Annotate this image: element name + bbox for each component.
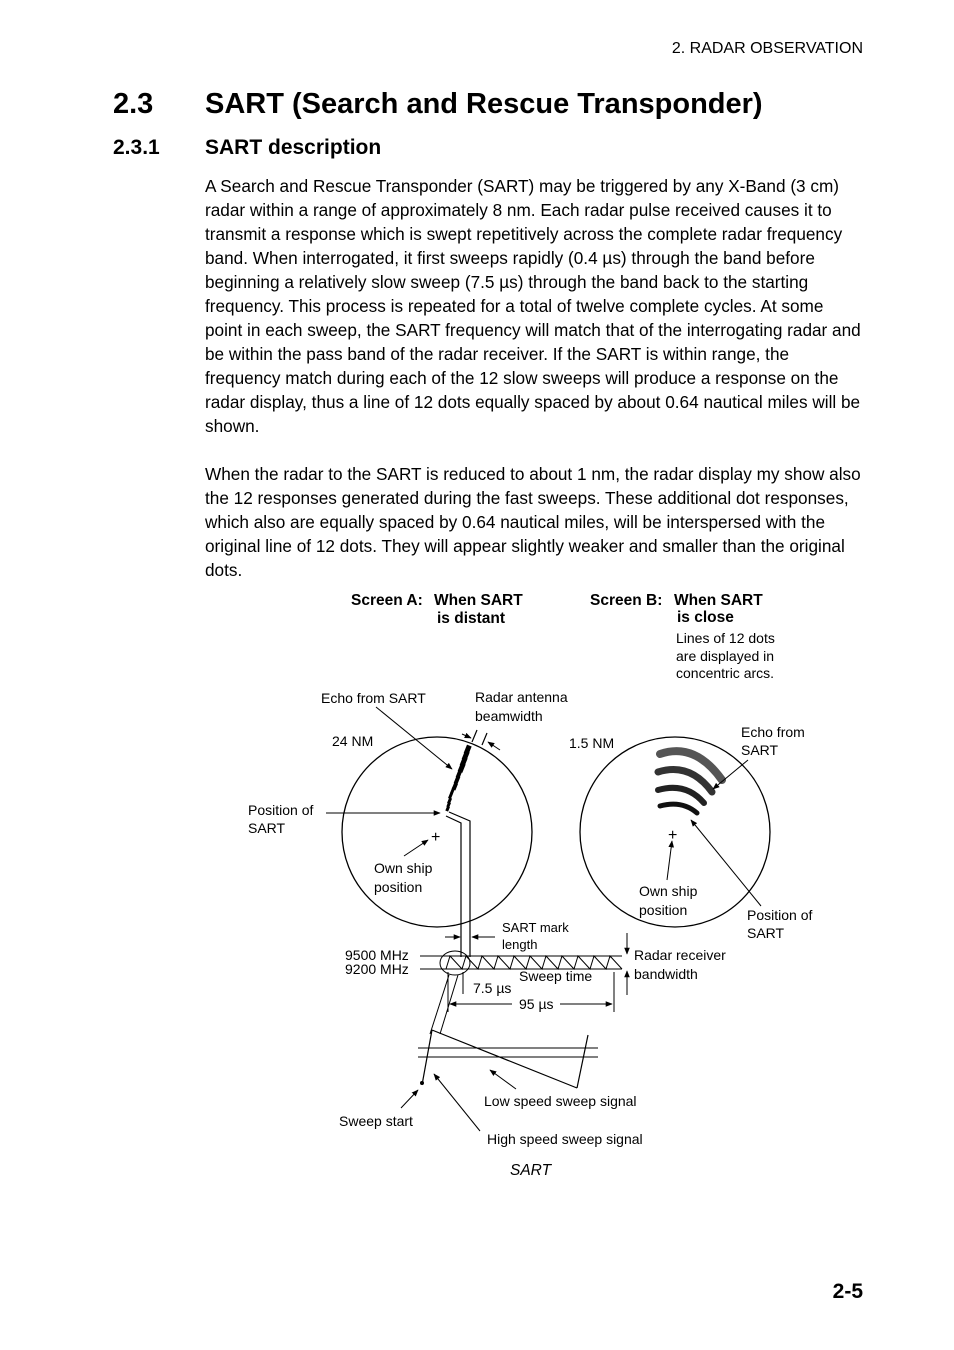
label-line: position: [639, 902, 688, 918]
screen-b-line1: When SART: [674, 592, 763, 609]
freq-low-label: 9200 MHz: [345, 961, 409, 977]
return-sweep: [577, 1035, 588, 1088]
label-line: SART mark: [502, 920, 569, 935]
label-line: Own ship: [639, 883, 698, 899]
slow-sweep-time-label: 7.5 µs: [473, 980, 512, 996]
label-line: Position of: [747, 907, 813, 923]
screen-a-range: 24 NM: [332, 733, 374, 749]
section-number: 2.3: [113, 88, 154, 120]
label-line: position: [374, 879, 423, 895]
paragraph-2: When the radar to the SART is reduced to about 1 nm, the radar display my show also the 12 responses generated during the fast sweeps. These additional dot responses, which also are equally spaced by 0.64 nautical miles, will be interspersed with the original line of 12 dots. They will appear slightly weaker and smaller than the original dots.: [205, 464, 861, 580]
sweep-time-label: Sweep time: [519, 968, 593, 984]
mark-line: [449, 812, 470, 957]
label-line: SART: [248, 820, 286, 836]
match-circle: [440, 951, 470, 975]
label-line: Radar antenna: [475, 689, 568, 705]
screen-b-heading: [590, 592, 763, 626]
high-speed-arrow: [434, 1074, 480, 1131]
total-time-label: 95 µs: [519, 996, 554, 1012]
mark-line: [446, 816, 461, 957]
page-number: 2-5: [832, 1280, 863, 1303]
screen-a-line1: When SART: [434, 592, 523, 609]
section-title: SART (Search and Rescue Transponder): [205, 88, 763, 120]
label-line: length: [502, 937, 538, 952]
own-ship-a-label: [374, 860, 433, 895]
beamwidth-label: [475, 689, 568, 724]
low-speed-arrow: [490, 1070, 516, 1089]
own-ship-mark-b: +: [668, 827, 678, 844]
beam-arrow: [462, 734, 471, 738]
position-arrow-b: [691, 820, 761, 906]
note-line: concentric arcs.: [676, 665, 775, 681]
sweep-start-label: Sweep start: [339, 1113, 413, 1129]
own-ship-b-label: [639, 883, 698, 918]
note-line: Lines of 12 dots: [676, 630, 775, 646]
screen-b-note: [676, 630, 775, 681]
paragraph-1: A Search and Rescue Transponder (SART) may be triggered by any X-Band (3 cm) radar within a range of approximately 8 nm. Each radar pulse received causes it to transmit a response which is swept repetitively across the complete radar frequency band. When interrogated, it first sweeps rapidly (0.4 µs) through the band before beginning a relatively slow sweep (7.5 µs) through the band back to the starting frequency. This process is repeated for a total of twelve complete cycles. At some point in each sweep, the SART frequency will match that of the interrogating radar and be within the pass band of the radar receiver. If the SART is within range, the frequency match during each of the 12 slow sweeps will produce a response on the radar display, thus a line of 12 dots equally spaced by about 0.64 nautical miles will be shown.: [205, 176, 861, 436]
concentric-arc-echoes: [658, 751, 722, 813]
label-line: SART: [747, 925, 785, 941]
label-line: Own ship: [374, 860, 433, 876]
subsection-title: SART description: [205, 136, 382, 159]
low-speed-label: Low speed sweep signal: [484, 1093, 637, 1109]
running-head: 2. RADAR OBSERVATION: [671, 40, 863, 57]
screen-b-line2: is close: [677, 609, 734, 626]
subsection-number: 2.3.1: [113, 136, 160, 159]
receiver-bandwidth-label: [634, 947, 726, 982]
low-speed-sweep: [432, 1030, 577, 1088]
label-line: bandwidth: [634, 966, 698, 982]
note-line: are displayed in: [676, 648, 775, 664]
position-of-sart-a-label: [248, 802, 313, 836]
own-ship-arrow-b: [667, 841, 672, 880]
echo-from-sart-label: Echo from SART: [321, 690, 426, 706]
own-ship-arrow-a: [404, 840, 428, 856]
label-line: Echo from: [741, 724, 805, 740]
screen-a-heading: [351, 592, 523, 627]
beam-arrow: [488, 742, 500, 750]
position-of-sart-b-label: [747, 907, 812, 941]
own-ship-mark-a: +: [431, 829, 441, 846]
sart-echo-dots: [445, 745, 471, 812]
sart-mark-length-label: [502, 920, 569, 952]
screen-a-label: Screen A:: [351, 592, 423, 609]
frequency-labels: [345, 947, 409, 977]
label-line: Radar receiver: [634, 947, 726, 963]
beam-edge: [482, 733, 487, 745]
freq-high-label: 9500 MHz: [345, 947, 409, 963]
beam-edge: [472, 730, 477, 742]
echo-arrow: [376, 707, 452, 769]
screen-a-line2: is distant: [437, 610, 506, 627]
sweep-start-arrow: [401, 1090, 418, 1108]
screen-b-range: 1.5 NM: [569, 735, 615, 751]
sweep-start-dot: [420, 1081, 424, 1085]
echo-from-sart-b-label: [741, 724, 805, 758]
label-line: SART: [741, 742, 779, 758]
connector-line: [430, 975, 449, 1034]
figure-caption: SART: [510, 1162, 552, 1179]
screen-b-label: Screen B:: [590, 592, 663, 609]
high-speed-label: High speed sweep signal: [487, 1131, 643, 1147]
label-line: Position of: [248, 802, 314, 818]
label-line: beamwidth: [475, 708, 543, 724]
